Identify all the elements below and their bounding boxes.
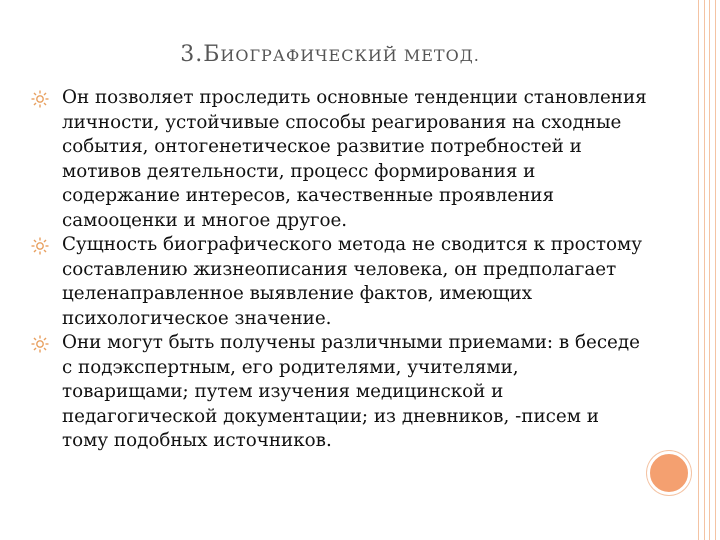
bullet-text: Он позволяет проследить основные тенденции становления личности, устойчивые способы реагирования на сходные события, онтогенетическое развитие потребностей и мотивов деятельности, процесс формирования и содержание интересов, качественные проявления самооценки и многое другое. xyxy=(62,87,647,231)
list-item xyxy=(30,331,650,454)
slide-title xyxy=(0,42,660,67)
title-rest: ИОГРАФИЧЕСКИЙ МЕТОД. xyxy=(220,46,480,65)
title-prefix: 3. xyxy=(180,42,204,67)
bullet-list xyxy=(30,86,650,454)
border-line xyxy=(709,0,710,540)
list-item xyxy=(30,233,650,331)
decorative-circle xyxy=(647,451,691,495)
sun-bullet-icon xyxy=(30,236,50,256)
border-line xyxy=(704,0,705,540)
bullet-text: Сущность биографического метода не сводится к простому составлению жизнеописания человека, он предполагает целенаправленное выявление фактов, имеющих психологическое значение. xyxy=(62,234,642,329)
sun-bullet-icon xyxy=(30,89,50,109)
list-item xyxy=(30,86,650,233)
title-first-letter: Б xyxy=(203,42,221,67)
border-line xyxy=(698,0,699,540)
bullet-text: Они могут быть получены различными приемами: в беседе с подэкспертным, его родителями, учителями, товарищами; путем изучения медицинской и педагогической документации; из дневников, -писем и тому подобных источников. xyxy=(62,332,640,451)
border-line xyxy=(715,0,716,540)
sun-bullet-icon xyxy=(30,334,50,354)
